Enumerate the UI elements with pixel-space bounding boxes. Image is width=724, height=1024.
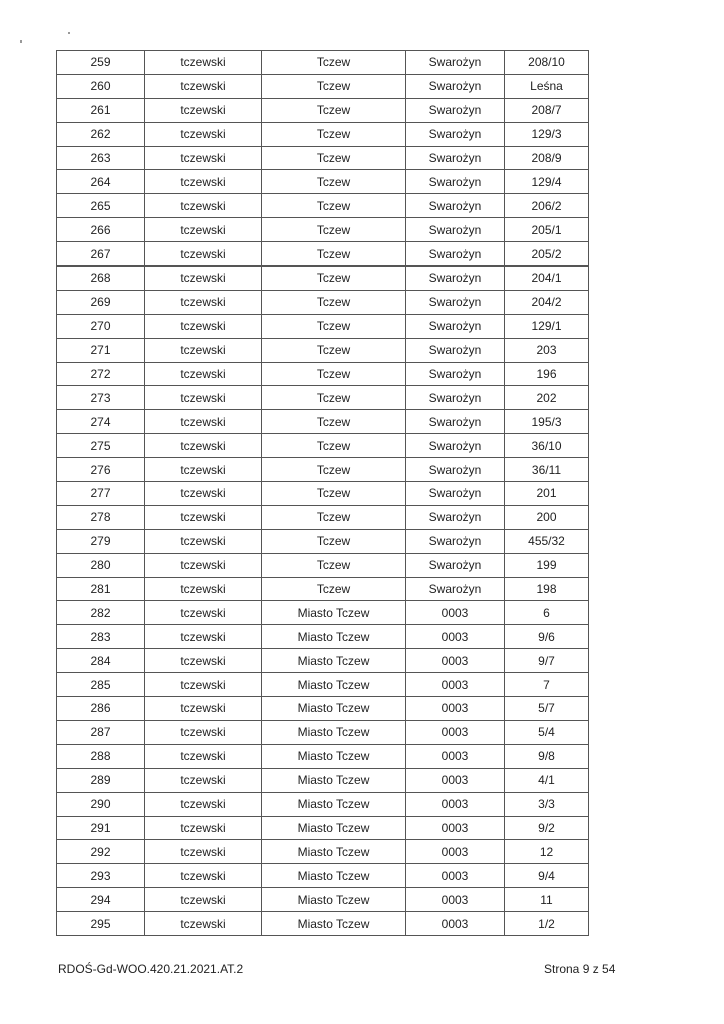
precinct-cell: Swarożyn	[406, 170, 505, 194]
row-number-cell: 291	[57, 816, 145, 840]
municipality-cell: Tczew	[262, 529, 406, 553]
county-cell: tczewski	[145, 74, 262, 98]
precinct-cell: Swarożyn	[406, 338, 505, 362]
table-row	[57, 290, 589, 314]
precinct-cell: 0003	[406, 697, 505, 721]
table-row	[57, 792, 589, 816]
precinct-cell: Swarożyn	[406, 529, 505, 553]
table-row	[57, 242, 589, 266]
county-cell: tczewski	[145, 840, 262, 864]
table-row	[57, 314, 589, 338]
precinct-cell: 0003	[406, 601, 505, 625]
parcel-number-cell: 9/7	[505, 649, 589, 673]
municipality-cell: Tczew	[262, 434, 406, 458]
row-number-cell: 271	[57, 338, 145, 362]
municipality-cell: Tczew	[262, 51, 406, 75]
table-row	[57, 888, 589, 912]
precinct-cell: 0003	[406, 888, 505, 912]
row-number-cell: 275	[57, 434, 145, 458]
precinct-cell: Swarożyn	[406, 458, 505, 482]
municipality-cell: Tczew	[262, 266, 406, 290]
table-row	[57, 912, 589, 936]
municipality-cell: Miasto Tczew	[262, 888, 406, 912]
row-number-cell: 293	[57, 864, 145, 888]
precinct-cell: Swarożyn	[406, 410, 505, 434]
county-cell: tczewski	[145, 577, 262, 601]
municipality-cell: Tczew	[262, 458, 406, 482]
municipality-cell: Miasto Tczew	[262, 912, 406, 936]
table-row	[57, 864, 589, 888]
parcel-number-cell: 11	[505, 888, 589, 912]
row-number-cell: 276	[57, 458, 145, 482]
parcel-number-cell: 201	[505, 482, 589, 506]
parcel-number-cell: 200	[505, 505, 589, 529]
county-cell: tczewski	[145, 912, 262, 936]
municipality-cell: Miasto Tczew	[262, 720, 406, 744]
municipality-cell: Tczew	[262, 74, 406, 98]
row-number-cell: 265	[57, 194, 145, 218]
municipality-cell: Miasto Tczew	[262, 816, 406, 840]
precinct-cell: Swarożyn	[406, 290, 505, 314]
row-number-cell: 261	[57, 98, 145, 122]
parcel-number-cell: 9/2	[505, 816, 589, 840]
row-number-cell: 262	[57, 122, 145, 146]
table-row	[57, 482, 589, 506]
county-cell: tczewski	[145, 338, 262, 362]
table-row	[57, 601, 589, 625]
municipality-cell: Tczew	[262, 577, 406, 601]
parcel-number-cell: Leśna	[505, 74, 589, 98]
row-number-cell: 260	[57, 74, 145, 98]
row-number-cell: 290	[57, 792, 145, 816]
row-number-cell: 268	[57, 266, 145, 290]
county-cell: tczewski	[145, 122, 262, 146]
parcel-number-cell: 9/4	[505, 864, 589, 888]
municipality-cell: Tczew	[262, 482, 406, 506]
municipality-cell: Miasto Tczew	[262, 792, 406, 816]
municipality-cell: Tczew	[262, 122, 406, 146]
row-number-cell: 278	[57, 505, 145, 529]
county-cell: tczewski	[145, 625, 262, 649]
scan-speck	[68, 32, 70, 34]
parcel-number-cell: 208/9	[505, 146, 589, 170]
parcel-number-cell: 36/10	[505, 434, 589, 458]
municipality-cell: Miasto Tczew	[262, 697, 406, 721]
county-cell: tczewski	[145, 816, 262, 840]
parcel-number-cell: 204/2	[505, 290, 589, 314]
county-cell: tczewski	[145, 266, 262, 290]
precinct-cell: 0003	[406, 864, 505, 888]
municipality-cell: Miasto Tczew	[262, 744, 406, 768]
municipality-cell: Miasto Tczew	[262, 601, 406, 625]
county-cell: tczewski	[145, 314, 262, 338]
parcel-number-cell: 204/1	[505, 266, 589, 290]
precinct-cell: Swarożyn	[406, 194, 505, 218]
precinct-cell: Swarożyn	[406, 386, 505, 410]
table-row	[57, 170, 589, 194]
row-number-cell: 259	[57, 51, 145, 75]
row-number-cell: 266	[57, 218, 145, 242]
parcel-number-cell: 129/1	[505, 314, 589, 338]
municipality-cell: Tczew	[262, 290, 406, 314]
table-row	[57, 458, 589, 482]
county-cell: tczewski	[145, 768, 262, 792]
county-cell: tczewski	[145, 458, 262, 482]
row-number-cell: 294	[57, 888, 145, 912]
parcel-number-cell: 208/7	[505, 98, 589, 122]
table-row	[57, 673, 589, 697]
precinct-cell: Swarożyn	[406, 218, 505, 242]
table-row	[57, 553, 589, 577]
precinct-cell: Swarożyn	[406, 242, 505, 266]
precinct-cell: Swarożyn	[406, 362, 505, 386]
county-cell: tczewski	[145, 242, 262, 266]
county-cell: tczewski	[145, 194, 262, 218]
county-cell: tczewski	[145, 720, 262, 744]
scan-speck	[20, 40, 22, 43]
municipality-cell: Tczew	[262, 218, 406, 242]
precinct-cell: Swarożyn	[406, 122, 505, 146]
table-row	[57, 649, 589, 673]
county-cell: tczewski	[145, 170, 262, 194]
row-number-cell: 264	[57, 170, 145, 194]
table-row	[57, 266, 589, 290]
row-number-cell: 277	[57, 482, 145, 506]
parcel-number-cell: 198	[505, 577, 589, 601]
precinct-cell: Swarożyn	[406, 505, 505, 529]
table-row	[57, 577, 589, 601]
parcel-number-cell: 9/6	[505, 625, 589, 649]
row-number-cell: 279	[57, 529, 145, 553]
table-row	[57, 625, 589, 649]
parcel-number-cell: 196	[505, 362, 589, 386]
table-row	[57, 122, 589, 146]
row-number-cell: 284	[57, 649, 145, 673]
county-cell: tczewski	[145, 434, 262, 458]
table-row	[57, 720, 589, 744]
row-number-cell: 263	[57, 146, 145, 170]
row-number-cell: 269	[57, 290, 145, 314]
parcel-number-cell: 12	[505, 840, 589, 864]
county-cell: tczewski	[145, 649, 262, 673]
parcel-number-cell: 129/4	[505, 170, 589, 194]
page-number: Strona 9 z 54	[544, 962, 616, 976]
municipality-cell: Tczew	[262, 170, 406, 194]
row-number-cell: 272	[57, 362, 145, 386]
parcel-number-cell: 202	[505, 386, 589, 410]
table-row	[57, 434, 589, 458]
table-row	[57, 697, 589, 721]
table-row	[57, 744, 589, 768]
municipality-cell: Tczew	[262, 146, 406, 170]
parcel-number-cell: 3/3	[505, 792, 589, 816]
parcels-table-body	[57, 51, 589, 936]
row-number-cell: 270	[57, 314, 145, 338]
county-cell: tczewski	[145, 51, 262, 75]
county-cell: tczewski	[145, 864, 262, 888]
municipality-cell: Miasto Tczew	[262, 768, 406, 792]
municipality-cell: Tczew	[262, 242, 406, 266]
precinct-cell: Swarożyn	[406, 51, 505, 75]
row-number-cell: 267	[57, 242, 145, 266]
parcel-number-cell: 205/1	[505, 218, 589, 242]
precinct-cell: 0003	[406, 816, 505, 840]
parcel-number-cell: 5/7	[505, 697, 589, 721]
precinct-cell: 0003	[406, 744, 505, 768]
row-number-cell: 289	[57, 768, 145, 792]
precinct-cell: Swarożyn	[406, 74, 505, 98]
row-number-cell: 285	[57, 673, 145, 697]
row-number-cell: 295	[57, 912, 145, 936]
parcel-number-cell: 455/32	[505, 529, 589, 553]
table-row	[57, 74, 589, 98]
municipality-cell: Tczew	[262, 194, 406, 218]
precinct-cell: 0003	[406, 768, 505, 792]
county-cell: tczewski	[145, 744, 262, 768]
precinct-cell: Swarożyn	[406, 553, 505, 577]
municipality-cell: Tczew	[262, 553, 406, 577]
row-number-cell: 292	[57, 840, 145, 864]
table-row	[57, 410, 589, 434]
municipality-cell: Tczew	[262, 386, 406, 410]
municipality-cell: Miasto Tczew	[262, 625, 406, 649]
parcel-number-cell: 205/2	[505, 242, 589, 266]
table-row	[57, 51, 589, 75]
county-cell: tczewski	[145, 290, 262, 314]
county-cell: tczewski	[145, 529, 262, 553]
precinct-cell: Swarożyn	[406, 314, 505, 338]
parcel-number-cell: 1/2	[505, 912, 589, 936]
row-number-cell: 280	[57, 553, 145, 577]
precinct-cell: Swarożyn	[406, 146, 505, 170]
document-reference: RDOŚ-Gd-WOO.420.21.2021.AT.2	[58, 962, 244, 976]
municipality-cell: Tczew	[262, 410, 406, 434]
row-number-cell: 286	[57, 697, 145, 721]
county-cell: tczewski	[145, 362, 262, 386]
county-cell: tczewski	[145, 218, 262, 242]
precinct-cell: 0003	[406, 625, 505, 649]
county-cell: tczewski	[145, 673, 262, 697]
row-number-cell: 274	[57, 410, 145, 434]
table-row	[57, 816, 589, 840]
row-number-cell: 288	[57, 744, 145, 768]
municipality-cell: Tczew	[262, 314, 406, 338]
row-number-cell: 282	[57, 601, 145, 625]
municipality-cell: Tczew	[262, 98, 406, 122]
table-row	[57, 194, 589, 218]
county-cell: tczewski	[145, 601, 262, 625]
parcel-number-cell: 6	[505, 601, 589, 625]
table-row	[57, 505, 589, 529]
county-cell: tczewski	[145, 146, 262, 170]
table-row	[57, 218, 589, 242]
precinct-cell: 0003	[406, 649, 505, 673]
table-row	[57, 768, 589, 792]
county-cell: tczewski	[145, 888, 262, 912]
precinct-cell: 0003	[406, 720, 505, 744]
parcel-number-cell: 203	[505, 338, 589, 362]
precinct-cell: Swarożyn	[406, 98, 505, 122]
precinct-cell: Swarożyn	[406, 266, 505, 290]
parcel-number-cell: 7	[505, 673, 589, 697]
county-cell: tczewski	[145, 410, 262, 434]
table-row	[57, 840, 589, 864]
precinct-cell: Swarożyn	[406, 577, 505, 601]
table-row	[57, 338, 589, 362]
table-row	[57, 386, 589, 410]
county-cell: tczewski	[145, 792, 262, 816]
table-row	[57, 98, 589, 122]
precinct-cell: 0003	[406, 673, 505, 697]
parcel-number-cell: 199	[505, 553, 589, 577]
county-cell: tczewski	[145, 98, 262, 122]
parcel-number-cell: 9/8	[505, 744, 589, 768]
county-cell: tczewski	[145, 697, 262, 721]
county-cell: tczewski	[145, 482, 262, 506]
parcels-table	[56, 50, 589, 936]
municipality-cell: Miasto Tczew	[262, 673, 406, 697]
row-number-cell: 281	[57, 577, 145, 601]
county-cell: tczewski	[145, 505, 262, 529]
parcel-number-cell: 36/11	[505, 458, 589, 482]
municipality-cell: Miasto Tczew	[262, 840, 406, 864]
table-row	[57, 529, 589, 553]
parcel-number-cell: 5/4	[505, 720, 589, 744]
precinct-cell: 0003	[406, 840, 505, 864]
parcel-number-cell: 4/1	[505, 768, 589, 792]
municipality-cell: Tczew	[262, 505, 406, 529]
parcel-number-cell: 129/3	[505, 122, 589, 146]
row-number-cell: 283	[57, 625, 145, 649]
parcel-number-cell: 195/3	[505, 410, 589, 434]
row-number-cell: 273	[57, 386, 145, 410]
precinct-cell: Swarożyn	[406, 482, 505, 506]
municipality-cell: Tczew	[262, 338, 406, 362]
precinct-cell: 0003	[406, 792, 505, 816]
table-row	[57, 362, 589, 386]
precinct-cell: Swarożyn	[406, 434, 505, 458]
precinct-cell: 0003	[406, 912, 505, 936]
county-cell: tczewski	[145, 386, 262, 410]
parcel-number-cell: 208/10	[505, 51, 589, 75]
municipality-cell: Miasto Tczew	[262, 864, 406, 888]
municipality-cell: Tczew	[262, 362, 406, 386]
municipality-cell: Miasto Tczew	[262, 649, 406, 673]
county-cell: tczewski	[145, 553, 262, 577]
table-row	[57, 146, 589, 170]
parcel-number-cell: 206/2	[505, 194, 589, 218]
row-number-cell: 287	[57, 720, 145, 744]
